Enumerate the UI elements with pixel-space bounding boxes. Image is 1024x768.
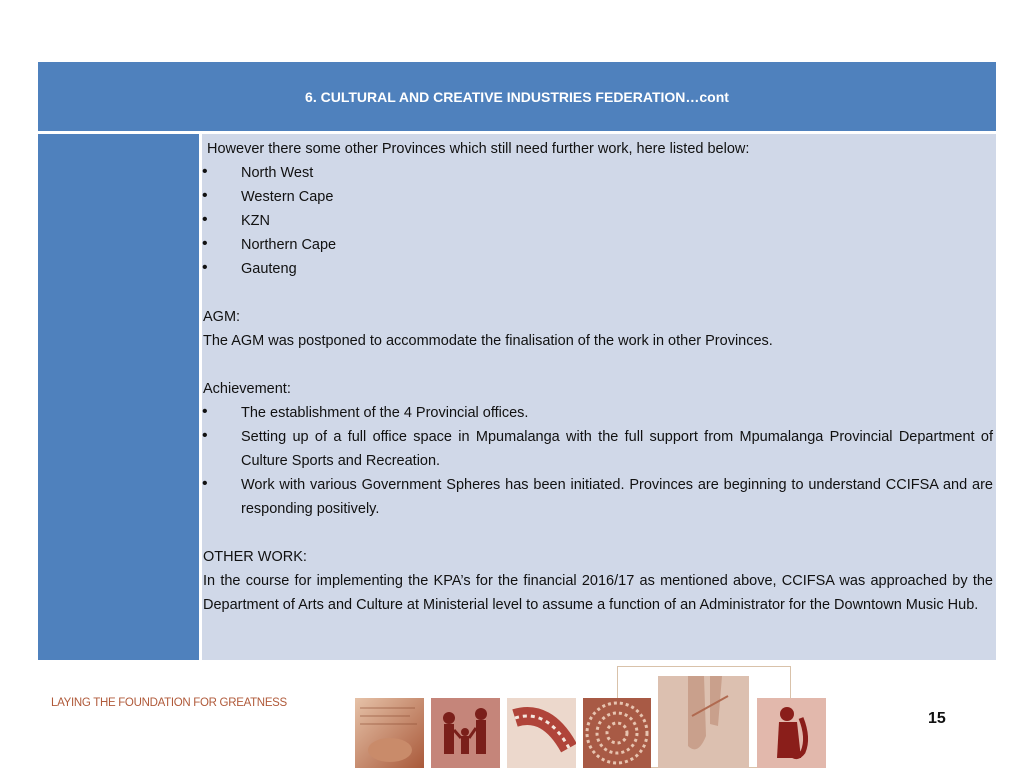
bullet-icon: • xyxy=(202,187,208,204)
bullet-icon: • xyxy=(202,163,208,180)
list-item: • Northern Cape xyxy=(202,235,337,253)
list-item: • Work with various Government Spheres has been initiated. Provinces are beginning to understand CCIFSA and are responding positively. xyxy=(202,475,993,517)
bullet-icon: • xyxy=(202,211,208,228)
list-item: • Gauteng xyxy=(202,259,297,277)
achievement-list xyxy=(203,401,993,521)
slide-title: 6. CULTURAL AND CREATIVE INDUSTRIES FEDERATION…cont xyxy=(305,88,729,105)
intro-text: However there some other Provinces which still need further work, here listed below: xyxy=(207,141,750,157)
beadwork-image xyxy=(583,698,651,768)
left-blank-cell xyxy=(38,134,199,660)
bullet-icon: • xyxy=(202,259,208,276)
achievement-heading: Achievement: xyxy=(203,381,291,397)
agm-heading: AGM: xyxy=(203,309,241,325)
family-image xyxy=(431,698,500,768)
list-item: • North West xyxy=(202,163,314,181)
content-table xyxy=(38,62,996,660)
saxophone-image xyxy=(757,698,826,768)
agm-text: The AGM was postponed to accommodate the finalisation of the work in other Provinces. xyxy=(203,333,773,349)
list-item: • Western Cape xyxy=(202,187,334,205)
other-work-text: In the course for implementing the KPA’s for the financial 2016/17 as mentioned above, CCIFSA was approached by the Department of Arts and Culture at Ministerial level to assume a function of an Administrator for the Downtown Music Hub. xyxy=(203,573,993,613)
bullet-icon: • xyxy=(202,427,208,444)
list-item: • Setting up of a full office space in Mpumalanga with the full support from Mpumalanga Provincial Department of Culture Sports and Recreation. xyxy=(202,427,993,469)
film-reel-image xyxy=(507,698,576,768)
ballet-image xyxy=(658,676,749,768)
list-item: • The establishment of the 4 Provincial offices. xyxy=(202,403,529,421)
page-number: 15 xyxy=(928,710,946,727)
list-item: • KZN xyxy=(202,211,270,229)
handwriting-image xyxy=(355,698,424,768)
bullet-icon: • xyxy=(202,403,208,420)
bullet-icon: • xyxy=(202,475,208,492)
bullet-icon: • xyxy=(202,235,208,252)
body-cell xyxy=(202,134,996,660)
province-list xyxy=(203,161,993,281)
table-header xyxy=(38,62,996,131)
footer-tagline: LAYING THE FOUNDATION FOR GREATNESS xyxy=(51,697,287,709)
other-work-heading: OTHER WORK: xyxy=(203,549,307,565)
